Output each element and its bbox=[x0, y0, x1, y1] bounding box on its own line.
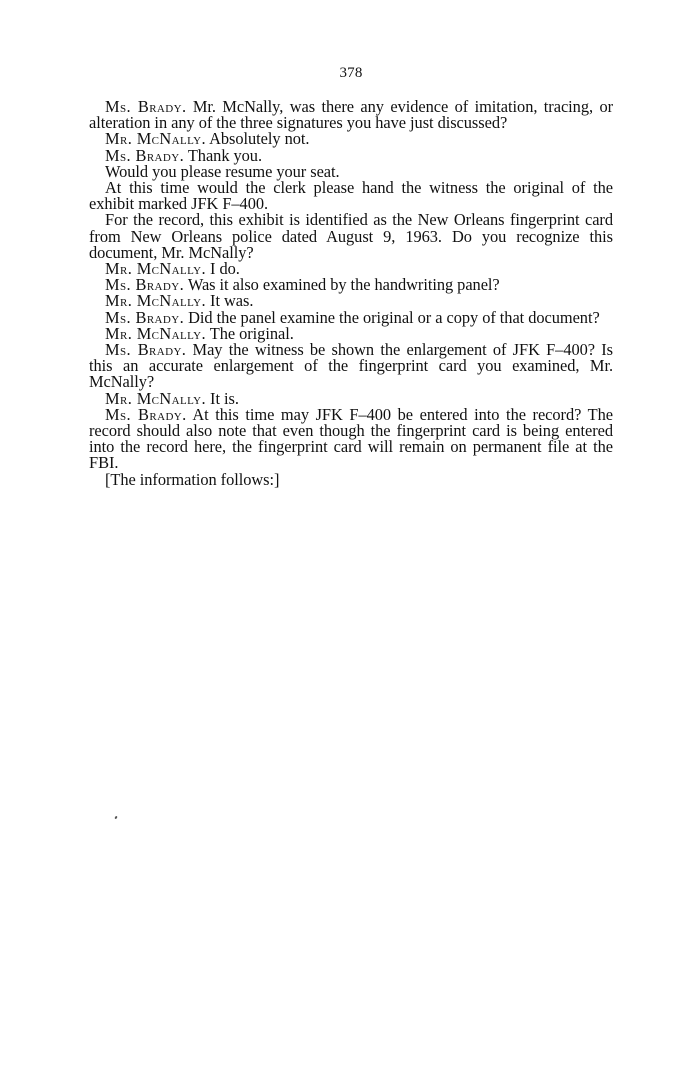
speaker-label: Ms. Brady. bbox=[105, 145, 185, 165]
speaker-label: Mr. McNally. bbox=[105, 129, 206, 149]
paragraph-text: Would you please resume your seat. bbox=[105, 161, 340, 181]
paragraph-text: May the witness be shown the enlargement of JFK F–400? Is this an accurate enlargement of the fingerprint card you examined, Mr. McNally? bbox=[89, 340, 613, 392]
paragraph-text: Absolutely not. bbox=[205, 129, 310, 149]
page-number: 378 bbox=[339, 65, 363, 81]
paragraph-text: The original. bbox=[205, 323, 294, 343]
speaker-label: Mr. McNally. bbox=[105, 323, 206, 343]
speaker-label: Ms. Brady. bbox=[105, 340, 187, 360]
transcript-paragraph bbox=[89, 404, 613, 473]
transcript-paragraph bbox=[89, 180, 613, 212]
paragraph-text: Did the panel examine the original or a copy of that document? bbox=[184, 307, 600, 327]
speaker-label: Mr. McNally. bbox=[105, 291, 206, 311]
speaker-label: Ms. Brady. bbox=[105, 97, 187, 116]
transcript-paragraph bbox=[89, 342, 613, 391]
speaker-label: Ms. Brady. bbox=[105, 404, 187, 424]
paragraph-text: It is. bbox=[205, 388, 239, 408]
paragraph-text: At this time would the clerk please hand the witness the original of the exhibit marked JFK F–400. bbox=[89, 178, 613, 214]
transcript-paragraph bbox=[89, 469, 613, 489]
speaker-label: Mr. McNally. bbox=[105, 388, 206, 408]
paragraph-text: At this time may JFK F–400 be entered into the record? The record should also note that even though the fingerprint card is being entered into the record here, the fingerprint card will remain on permanent file at the FBI. bbox=[89, 404, 613, 473]
stray-mark bbox=[114, 816, 117, 820]
transcript-paragraph bbox=[89, 99, 613, 131]
speaker-label: Ms. Brady. bbox=[105, 275, 185, 295]
transcript-paragraph bbox=[89, 212, 613, 261]
paragraph-text: Mr. McNally, was there any evidence of imitation, tracing, or alteration in any of the three signatures you have just discussed? bbox=[89, 97, 613, 133]
paragraph-text: Thank you. bbox=[184, 145, 262, 165]
paragraph-text: Was it also examined by the handwriting panel? bbox=[184, 275, 500, 295]
speaker-label: Mr. McNally. bbox=[105, 259, 206, 279]
paragraph-text: [The information follows:] bbox=[105, 469, 280, 489]
paragraph-text: For the record, this exhibit is identified as the New Orleans fingerprint card from New Orleans police dated August 9, 1963. Do you recognize this document, Mr. McNally? bbox=[89, 210, 613, 262]
document-page bbox=[89, 64, 613, 488]
paragraph-text: It was. bbox=[205, 291, 254, 311]
speaker-label: Ms. Brady. bbox=[105, 307, 185, 327]
paragraph-text: I do. bbox=[205, 259, 240, 279]
transcript-body bbox=[89, 99, 613, 488]
